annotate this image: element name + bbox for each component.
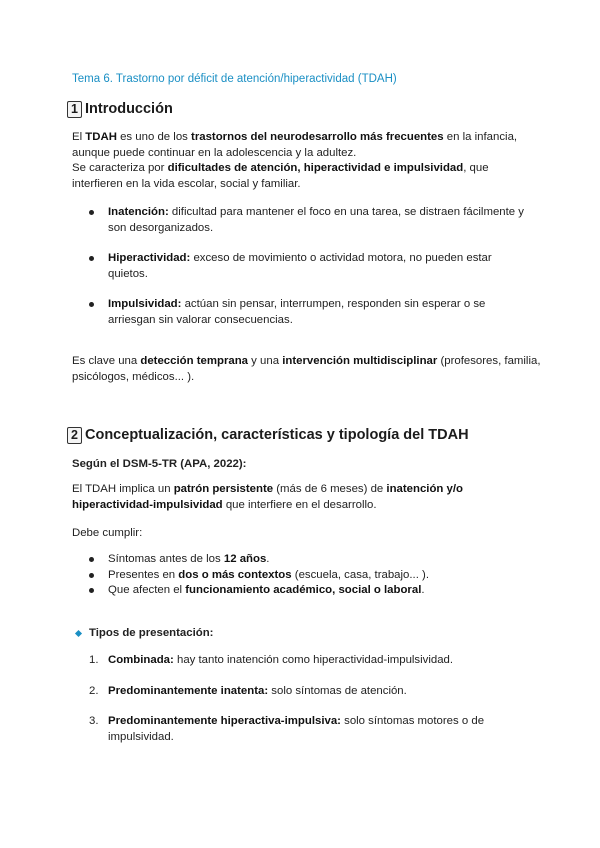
section-number-badge: 1	[67, 101, 82, 118]
list-item: 3. Predominantemente hiperactiva-impulsiva: solo síntomas motores o de impulsividad.	[89, 715, 485, 743]
section-title: Conceptualización, características y tipología del TDAH	[85, 426, 469, 443]
list-item: Hiperactividad: exceso de movimiento o actividad motora, no pueden estar quietos.	[89, 251, 529, 282]
section-heading-conceptualizacion	[67, 427, 469, 444]
list-item: Inatención: dificultad para mantener el foco en una tarea, se distraen fácilmente y son desorganizados.	[89, 205, 529, 236]
list-number: 2.	[89, 684, 99, 697]
list-number: 3.	[89, 715, 99, 727]
types-heading: Tipos de presentación:	[89, 627, 214, 639]
intro-closing-paragraph: Es clave una detección temprana y una intervención multidisciplinar (profesores, familia, psicólogos, médicos... ).	[72, 355, 541, 383]
topic-title: Tema 6. Trastorno por déficit de atención/hiperactividad (TDAH)	[72, 73, 397, 85]
bullet-icon	[89, 557, 94, 562]
bullet-icon	[89, 588, 94, 593]
criteria-intro: Debe cumplir:	[72, 527, 143, 539]
bullet-icon	[89, 573, 94, 578]
section-heading-introduccion	[67, 101, 173, 118]
list-item: 2. Predominantemente inatenta: solo síntomas de atención.	[89, 684, 529, 700]
presentation-types-list	[89, 653, 529, 745]
symptom-list	[89, 205, 529, 328]
section-title: Introducción	[85, 100, 173, 117]
list-item: Síntomas antes de los 12 años.	[89, 552, 529, 568]
diamond-bullet-icon	[75, 630, 82, 637]
intro-paragraph: El TDAH es uno de los trastornos del neurodesarrollo más frecuentes en la infancia, aunque puede continuar en la adolescencia y la adultez. Se caracteriza por dificultades de atención, hiperactividad e impulsividad, que interfieren en la vida escolar, social y familiar.	[72, 131, 518, 190]
list-item: 1. Combinada: hay tanto inatención como hiperactividad-impulsividad.	[89, 653, 529, 669]
list-number: 1.	[89, 654, 99, 666]
concept-paragraph: El TDAH implica un patrón persistente (más de 6 meses) de inatención y/o hiperactividad-impulsividad que interfiere en el desarrollo.	[72, 483, 464, 511]
section-number-badge: 2	[67, 427, 82, 444]
bullet-icon	[89, 210, 94, 215]
list-item: Presentes en dos o más contextos (escuela, casa, trabajo... ).	[89, 568, 529, 584]
bullet-icon	[89, 256, 94, 261]
criteria-list	[89, 552, 529, 599]
list-item: Impulsividad: actúan sin pensar, interrumpen, responden sin esperar o se arriesgan sin valorar consecuencias.	[89, 297, 529, 328]
bullet-icon	[89, 302, 94, 307]
list-item: Que afecten el funcionamiento académico, social o laboral.	[89, 583, 529, 599]
dsm-source-heading: Según el DSM-5-TR (APA, 2022):	[72, 458, 247, 470]
